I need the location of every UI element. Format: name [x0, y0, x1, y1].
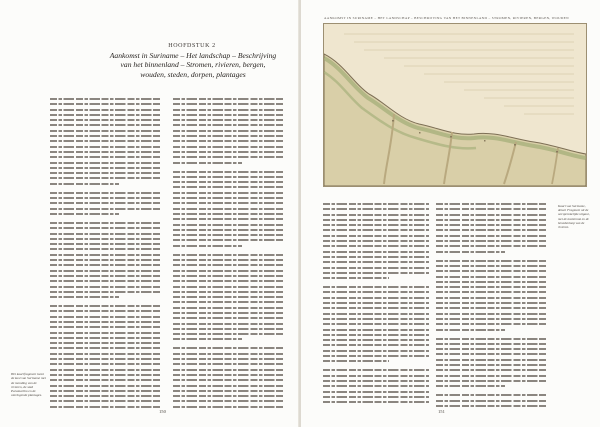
text-line [173, 333, 285, 335]
text-line [323, 261, 429, 263]
left-text-column-1 [50, 98, 162, 411]
margin-caption-right: Kaart van Suriname, detail. Fragment uit de oorspronkelijke uitgave, met de kuststrook en de benedenloop van de rivieren. [558, 204, 590, 230]
text-line [436, 251, 505, 253]
text-line [173, 156, 285, 158]
text-line [50, 353, 162, 355]
text-line [173, 270, 285, 272]
text-line [173, 317, 285, 319]
text-line [50, 254, 162, 256]
text-line [323, 302, 429, 304]
text-line [436, 348, 548, 350]
text-line [173, 374, 285, 376]
text-line [323, 401, 429, 403]
text-line [173, 218, 285, 220]
text-line [50, 130, 162, 132]
text-line [173, 109, 285, 111]
text-line [436, 343, 548, 345]
text-line [436, 260, 548, 262]
text-line [173, 291, 285, 293]
text-line [50, 146, 162, 148]
text-line [173, 229, 285, 231]
text-line [436, 208, 548, 210]
text-line [50, 140, 162, 142]
text-line [50, 291, 162, 293]
text-line [173, 181, 285, 183]
text-line [173, 140, 285, 142]
text-line [436, 323, 548, 325]
text-line [50, 167, 162, 169]
text-line [323, 360, 389, 362]
text-line [436, 338, 548, 340]
right-page [301, 0, 600, 427]
text-line [173, 119, 285, 121]
page-number-left: 150 [159, 409, 166, 414]
text-line [323, 323, 429, 325]
text-line [50, 202, 162, 204]
text-line [436, 265, 548, 267]
chapter-title: Aankomst in Suriname – Het landschap – Beschrijving van het binnenland – Stromen, rivieren, bergen, wouden, steden, dorpen, plantages [109, 51, 277, 79]
text-line [436, 219, 548, 221]
text-line [436, 276, 548, 278]
text-line [323, 251, 429, 253]
text-line [323, 256, 429, 258]
chapter-label: HOOFDSTUK 2 [168, 43, 216, 49]
text-line [173, 286, 285, 288]
text-line [436, 385, 505, 387]
text-line [50, 347, 162, 349]
text-line [173, 358, 285, 360]
text-line [50, 114, 162, 116]
text-line [323, 240, 429, 242]
text-line [436, 369, 548, 371]
text-line [173, 176, 285, 178]
text-line [50, 222, 162, 224]
text-line [50, 192, 162, 194]
text-line [323, 245, 429, 247]
text-line [323, 297, 429, 299]
text-line [323, 214, 429, 216]
text-line [173, 103, 285, 105]
text-line [436, 214, 548, 216]
margin-caption-left: Het kaartfragment toont de kust van Suriname met de monding van de rivieren, de stad Paramaribo en de omringende plantages. [11, 372, 46, 398]
text-line [50, 280, 162, 282]
text-line [173, 124, 285, 126]
text-line [50, 259, 162, 261]
right-text-column-2 [436, 203, 548, 410]
text-line [50, 337, 162, 339]
text-line [436, 313, 548, 315]
text-line [323, 219, 429, 221]
text-line [323, 344, 429, 346]
text-line [436, 405, 548, 407]
text-line [173, 162, 242, 164]
text-line [323, 369, 429, 371]
text-line [50, 213, 119, 215]
text-line [173, 400, 285, 402]
text-line [50, 124, 162, 126]
text-line [323, 267, 429, 269]
text-line [173, 307, 285, 309]
text-line [436, 307, 548, 309]
text-line [323, 355, 429, 357]
right-text-column-1 [323, 203, 429, 406]
text-line [436, 281, 548, 283]
text-line [323, 375, 429, 377]
text-line [50, 233, 162, 235]
text-line [173, 239, 285, 241]
text-line [323, 334, 429, 336]
text-line [50, 374, 162, 376]
text-line [173, 328, 285, 330]
text-line [173, 369, 285, 371]
text-line [50, 275, 162, 277]
running-header: AANKOMST IN SURINAME – HET LANDSCHAP – BESCHRIJVING VAN HET BINNENLAND – STROMEN, RIVIEREN, BERGEN, WOUDEN [324, 16, 569, 20]
text-line [50, 305, 162, 307]
text-line [50, 342, 162, 344]
text-line [50, 270, 162, 272]
text-line [50, 248, 162, 250]
text-line [173, 114, 285, 116]
text-line [50, 238, 162, 240]
text-line [50, 363, 162, 365]
text-line [173, 385, 285, 387]
text-line [50, 177, 162, 179]
text-line [323, 203, 429, 205]
text-line [323, 229, 429, 231]
text-line [436, 394, 548, 396]
text-line [173, 224, 285, 226]
text-line [323, 385, 429, 387]
text-line [50, 321, 162, 323]
text-line [436, 359, 548, 361]
text-line [323, 277, 389, 279]
text-line [436, 375, 548, 377]
text-line [436, 302, 548, 304]
text-line [173, 213, 285, 215]
text-line [323, 318, 429, 320]
text-line [173, 323, 285, 325]
text-line [173, 347, 285, 349]
text-line [323, 224, 429, 226]
text-line [50, 400, 162, 402]
text-line [323, 307, 429, 309]
text-line [323, 272, 429, 274]
text-line [50, 103, 162, 105]
text-line [50, 197, 162, 199]
text-line [323, 235, 429, 237]
text-line [50, 358, 162, 360]
text-line [50, 369, 162, 371]
text-line [323, 391, 429, 393]
text-line [436, 229, 548, 231]
text-line [50, 316, 162, 318]
text-line [436, 235, 548, 237]
text-line [50, 109, 162, 111]
text-line [436, 318, 548, 320]
text-line [173, 98, 285, 100]
text-line [323, 339, 429, 341]
text-line [323, 329, 429, 331]
text-line [173, 296, 285, 298]
text-line [436, 203, 548, 205]
text-line [173, 379, 285, 381]
text-line [323, 350, 429, 352]
text-line [323, 286, 429, 288]
text-line [50, 156, 162, 158]
text-line [50, 390, 162, 392]
text-line [50, 135, 162, 137]
text-line [173, 312, 285, 314]
text-line [323, 396, 429, 398]
text-line [436, 270, 548, 272]
text-line [436, 286, 548, 288]
text-line [173, 338, 242, 340]
text-line [173, 264, 285, 266]
text-line [50, 243, 162, 245]
text-line [50, 296, 119, 298]
text-line [50, 310, 162, 312]
text-line [50, 172, 162, 174]
map-illustration [323, 23, 587, 187]
text-line [173, 151, 285, 153]
text-line [173, 234, 285, 236]
text-line [50, 162, 162, 164]
text-line [323, 208, 429, 210]
text-line [173, 395, 285, 397]
text-line [50, 385, 162, 387]
text-line [436, 240, 548, 242]
text-line [173, 259, 285, 261]
text-line [173, 130, 285, 132]
text-line [436, 364, 548, 366]
coastal-map-drawing [324, 24, 586, 186]
text-line [173, 192, 285, 194]
text-line [50, 151, 162, 153]
text-line [173, 186, 285, 188]
text-line [50, 119, 162, 121]
text-line [173, 135, 285, 137]
text-line [173, 275, 285, 277]
text-line [173, 245, 242, 247]
text-line [50, 208, 162, 210]
text-line [50, 183, 119, 185]
text-line [173, 208, 285, 210]
text-line [173, 353, 285, 355]
text-line [436, 380, 548, 382]
text-line [173, 254, 285, 256]
text-line [173, 171, 285, 173]
text-line [173, 202, 285, 204]
text-line [323, 291, 429, 293]
left-page [0, 0, 299, 427]
text-line [50, 406, 162, 408]
text-line [50, 264, 162, 266]
text-line [50, 332, 162, 334]
text-line [436, 245, 548, 247]
text-line [436, 329, 505, 331]
text-line [50, 395, 162, 397]
text-line [173, 406, 285, 408]
text-line [436, 224, 548, 226]
text-line [173, 280, 285, 282]
text-line [436, 291, 548, 293]
text-line [50, 286, 162, 288]
text-line [50, 379, 162, 381]
text-line [436, 353, 548, 355]
page-number-right: 151 [438, 409, 445, 414]
text-line [173, 146, 285, 148]
text-line [173, 363, 285, 365]
text-line [50, 227, 162, 229]
text-line [436, 400, 548, 402]
text-line [50, 326, 162, 328]
text-line [436, 297, 548, 299]
left-text-column-2 [173, 98, 285, 411]
text-line [50, 98, 162, 100]
text-line [173, 197, 285, 199]
text-line [323, 313, 429, 315]
text-line [173, 390, 285, 392]
text-line [323, 380, 429, 382]
text-line [173, 301, 285, 303]
